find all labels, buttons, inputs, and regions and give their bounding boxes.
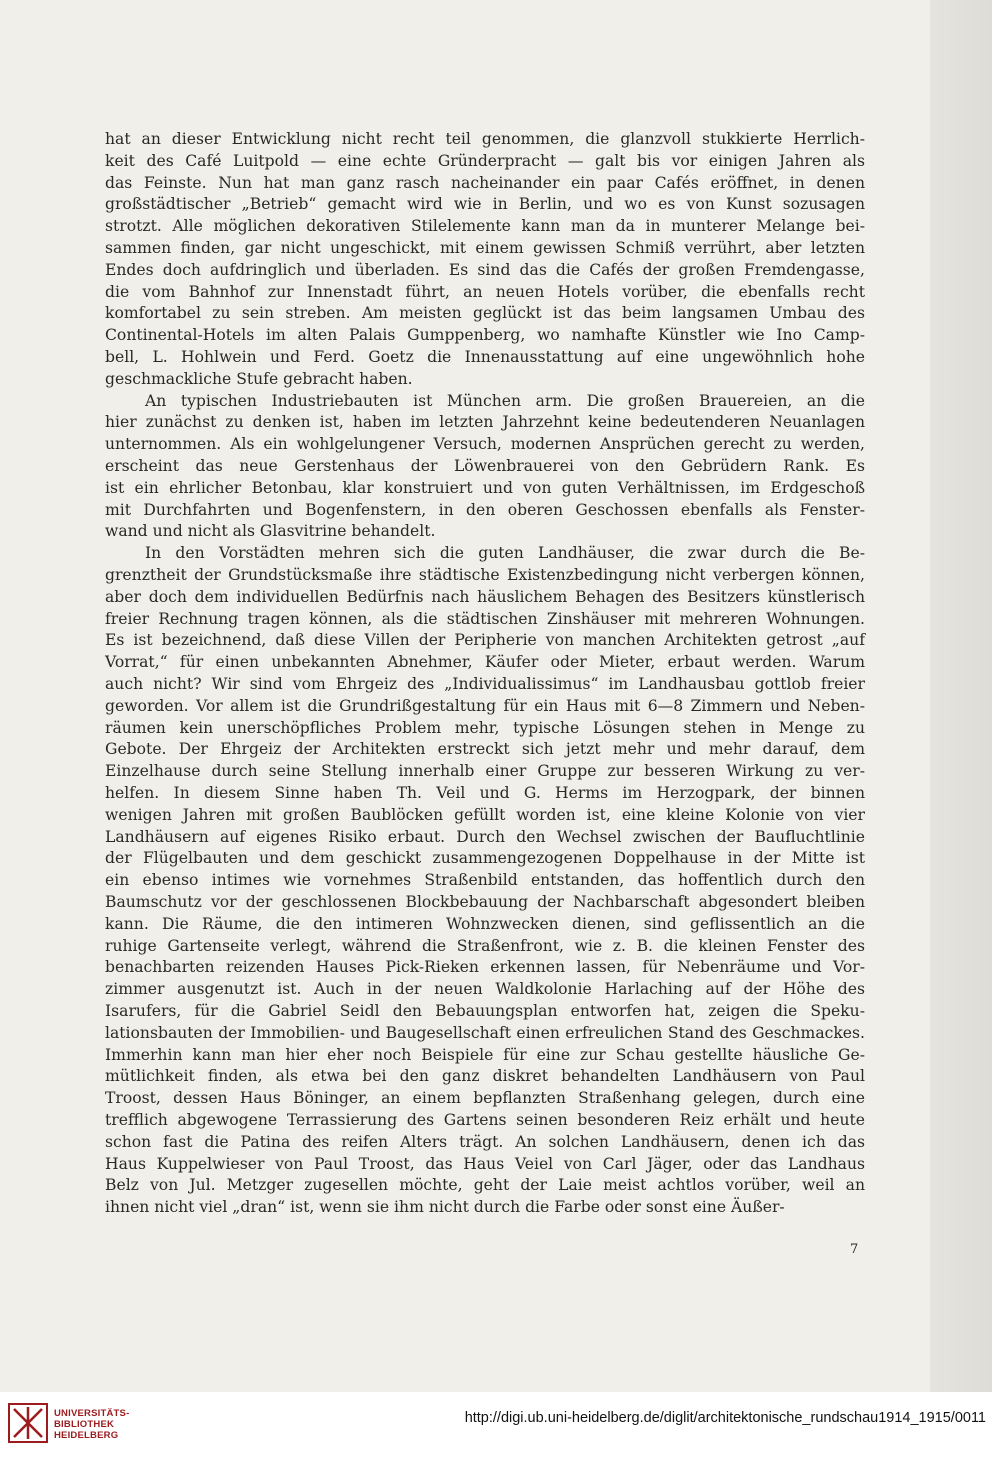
text-line: sammen finden, gar nicht ungeschickt, mit einem gewissen Schmiß verrührt, aber letzten <box>105 239 865 257</box>
text-line: helfen. In diesem Sinne haben Th. Veil und G. Herms im Herzogpark, der binnen <box>105 784 865 802</box>
text-line: der Flügelbauten und dem geschickt zusammengezogenen Doppelhause in der Mitte ist <box>105 849 865 868</box>
text-line: Es ist bezeichnend, daß diese Villen der Peripherie von manchen Architekten getrost „auf <box>105 631 865 650</box>
text-line: Immerhin kann man hier eher noch Beispiele für eine zur Schau gestellte häusliche Ge- <box>105 1045 865 1064</box>
text-line: aber doch dem individuellen Bedürfnis nach häuslichem Behagen des Besitzers künstlerisch <box>105 587 865 606</box>
text-line: strotzt. Alle möglichen dekorativen Stilelemente kann man da in munterer Melange bei- <box>105 217 865 236</box>
text-line: erscheint das neue Gerstenhaus der Löwenbrauerei von den Gebrüdern Rank. Es <box>105 457 865 475</box>
text-line: trefflich abgewogene Terrassierung des Gartens seinen besonderen Reiz erhält und heute <box>105 1111 865 1129</box>
text-line: ein ebenso intimes wie vornehmes Straßenbild entstanden, das hoffentlich durch den <box>105 871 865 890</box>
text-line: schon fast die Patina des reifen Alters trägt. An solchen Landhäusern, denen ich das <box>105 1132 865 1151</box>
text-line: In den Vorstädten mehren sich die guten Landhäuser, die zwar durch die Be- <box>145 544 865 563</box>
text-line: großstädtischer „Betrieb“ gemacht wird wie in Berlin, und wo es von Kunst sozusagen <box>105 195 865 214</box>
text-line: geworden. Vor allem ist die Grundrißgestaltung für ein Haus mit 6—8 Zimmern und Neben- <box>105 696 865 715</box>
footer-bar <box>0 1392 996 1469</box>
text-line: benachbarten reizenden Hauses Pick-Rieken erkennen lassen, für Nebenräume und Vor- <box>105 958 865 977</box>
text-line: geschmackliche Stufe gebracht haben. <box>105 369 413 388</box>
text-line: kann. Die Räume, die den intimeren Wohnzwecken dienen, sind geflissentlich an die <box>105 914 865 933</box>
text-line: Isarufers, für die Gabriel Seidl den Bebauungsplan entworfen hat, zeigen die Speku- <box>105 1002 865 1020</box>
scan-edge <box>928 0 992 1392</box>
text-line: keit des Café Luitpold — eine echte Gründerpracht — galt bis vor einigen Jahren als <box>105 151 865 170</box>
text-line: Belz von Jul. Metzger zugesellen möchte, geht der Laie meist achtlos vorüber, weil an <box>105 1176 865 1195</box>
text-line: Endes doch aufdringlich und überladen. Es sind das die Cafés der großen Fremdengasse, <box>105 260 865 279</box>
text-line: wenigen Jahren mit großen Baublöcken gefüllt worden ist, eine kleine Kolonie von vier <box>105 805 865 824</box>
text-line: mit Durchfahrten und Bogenfenstern, in den oberen Geschossen ebenfalls als Fenster- <box>105 500 865 519</box>
library-name-line3: HEIDELBERG <box>54 1430 119 1441</box>
text-line: An typischen Industriebauten ist München arm. Die großen Brauereien, an die <box>145 391 865 410</box>
text-line: die vom Bahnhof zur Innenstadt führt, an neuen Hotels vorüber, die ebenfalls recht <box>105 282 865 301</box>
text-line: hier zunächst zu denken ist, haben im letzten Jahrzehnt keine bedeutenderen Neuanlagen <box>105 413 865 432</box>
text-line: ihnen nicht viel „dran“ ist, wenn sie ihm nicht durch die Farbe oder sonst eine Äußer- <box>105 1198 785 1217</box>
text-line: ist ein ehrlicher Betonbau, klar konstruiert und von guten Verhältnissen, im Erdgeschoß <box>105 478 865 497</box>
text-line: grenztheit der Grundstücksmaße ihre städtische Existenzbedingung nicht verbergen können, <box>105 566 865 584</box>
text-line: hat an dieser Entwicklung nicht recht teil genommen, die glanzvoll stukkierte Herrlich- <box>105 130 865 148</box>
text-line: zimmer ausgenutzt ist. Auch in der neuen Waldkolonie Harlaching auf der Höhe des <box>105 980 865 999</box>
text-line: wand und nicht als Glasvitrine behandelt. <box>105 522 436 541</box>
text-line: lationsbauten der Immobilien- und Baugesellschaft einen erfreulichen Stand des Geschmackes. <box>105 1023 865 1042</box>
text-line: Landhäusern auf eigenes Risiko erbaut. Durch den Wechsel zwischen der Baufluchtlinie <box>105 827 865 846</box>
text-line: Gebote. Der Ehrgeiz der Architekten erstreckt sich jetzt mehr und mehr darauf, dem <box>105 740 865 759</box>
text-line: Troost, dessen Haus Böninger, an einem bepflanzten Straßenhang gelegen, durch eine <box>105 1089 865 1108</box>
library-logo-icon <box>8 1403 48 1443</box>
text-line: freier Rechnung tragen können, als die städtischen Zinshäuser mit mehreren Wohnungen. <box>105 609 865 628</box>
text-line: Baumschutz vor der geschlossenen Blockbebauung der Nachbarschaft abgesondert bleiben <box>105 893 865 911</box>
permalink-url[interactable]: http://digi.ub.uni-heidelberg.de/diglit/architektonische_rundschau1914_1915/0011 <box>464 1410 986 1426</box>
text-line: komfortabel zu sein streben. Am meisten geglückt ist das beim langsamen Umbau des <box>105 304 865 323</box>
text-line: bell, L. Hohlwein und Ferd. Goetz die Innenausstattung auf eine ungewöhnlich hohe <box>105 348 865 366</box>
text-line: Einzelhause durch seine Stellung innerhalb einer Gruppe zur besseren Wirkung zu ver- <box>105 762 865 781</box>
text-line: Continental-Hotels im alten Palais Gumppenberg, wo namhafte Künstler wie Ino Camp- <box>105 326 865 345</box>
text-line: auch nicht? Wir sind vom Ehrgeiz des „Individualissimus“ im Landhausbau gottlob freier <box>105 675 865 693</box>
text-line: ruhige Gartenseite verlegt, während die Straßenfront, wie z. B. die kleinen Fenster des <box>105 936 865 955</box>
text-line: Haus Kuppelwieser von Paul Troost, das Haus Veiel von Carl Jäger, oder das Landhaus <box>105 1154 865 1173</box>
library-name-line1: UNIVERSITÄTS- <box>54 1408 130 1419</box>
text-line: mütlichkeit finden, als etwa bei den ganz diskret behandelten Landhäusern von Paul <box>105 1067 865 1086</box>
library-name-line2: BIBLIOTHEK <box>54 1419 115 1430</box>
text-line: räumen kein unerschöpfliches Problem mehr, typische Lösungen stehen in Menge zu <box>105 718 865 737</box>
text-line: das Feinste. Nun hat man ganz rasch nacheinander ein paar Cafés eröffnet, in denen <box>105 173 865 192</box>
text-line: Vorrat,“ für einen unbekannten Abnehmer, Käufer oder Mieter, erbaut werden. Warum <box>105 653 865 672</box>
text-line: unternommen. Als ein wohlgelungener Versuch, modernen Ansprüchen gerecht zu werden, <box>105 435 865 454</box>
page-number: 7 <box>850 1242 859 1257</box>
